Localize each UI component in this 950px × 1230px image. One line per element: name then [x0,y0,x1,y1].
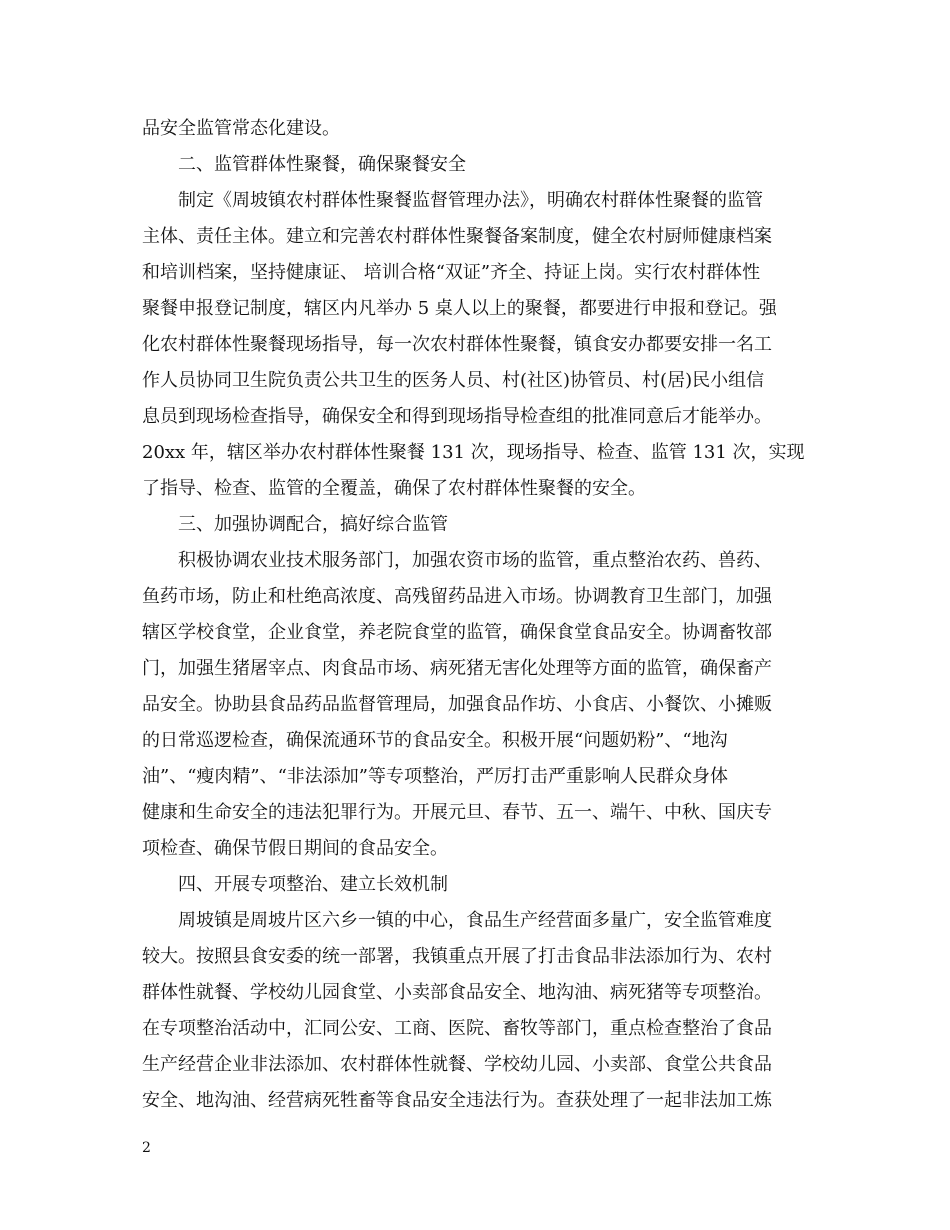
text-line: 制定《周坡镇农村群体性聚餐监督管理办法》，明确农村群体性聚餐的监管 [178,190,763,211]
text-line: 项检查、确保节假日期间的食品安全。 [142,838,448,859]
text-line: 聚餐申报登记制度，辖区内凡举办 5 桌人以上的聚餐，都要进行申报和登记。强 [142,298,777,319]
section-heading: 二、监管群体性聚餐，确保聚餐安全 [178,154,466,175]
text-line: 作人员协同卫生院负责公共卫生的医务人员、村(社区)协管员、村(居)民小组信 [142,370,765,391]
text-line: 品安全监管常态化建设。 [142,118,340,139]
text-line: 油”、“瘦肉精”、“非法添加”等专项整治，严厉打击严重影响人民群众身体 [142,766,729,787]
text-line: 积极协调农业技术服务部门，加强农资市场的监管，重点整治农药、兽药、 [178,550,772,571]
text-line: 品安全。协助县食品药品监督管理局，加强食品作坊、小食店、小餐饮、小摊贩 [142,694,772,715]
text-line: 和培训档案，坚持健康证、 培训合格“双证”齐全、持证上岗。实行农村群体性 [142,262,761,283]
page-number: 2 [142,1140,151,1156]
text-line: 生产经营企业非法添加、农村群体性就餐、学校幼儿园、小卖部、食堂公共食品 [142,1054,772,1075]
text-line: 主体、责任主体。建立和完善农村群体性聚餐备案制度，健全农村厨师健康档案 [142,226,772,247]
text-line: 化农村群体性聚餐现场指导，每一次农村群体性聚餐，镇食安办都要安排一名工 [142,334,772,355]
text-line: 周坡镇是周坡片区六乡一镇的中心，食品生产经营面多量广，安全监管难度 [178,910,772,931]
text-line: 辖区学校食堂，企业食堂，养老院食堂的监管，确保食堂食品安全。协调畜牧部 [142,622,772,643]
text-line: 了指导、检查、监管的全覆盖，确保了农村群体性聚餐的安全。 [142,478,646,499]
text-line: 的日常巡逻检查，确保流通环节的食品安全。积极开展“问题奶粉”、“地沟 [142,730,728,751]
section-heading: 三、加强协调配合，搞好综合监管 [178,514,448,535]
text-line: 安全、地沟油、经营病死牲畜等食品安全违法行为。查获处理了一起非法加工炼 [142,1090,772,1111]
text-line: 门，加强生猪屠宰点、肉食品市场、病死猪无害化处理等方面的监管，确保畜产 [142,658,772,679]
text-line: 群体性就餐、学校幼儿园食堂、小卖部食品安全、地沟油、病死猪等专项整治。 [142,982,772,1003]
text-line: 在专项整治活动中，汇同公安、工商、医院、畜牧等部门，重点检查整治了食品 [142,1018,772,1039]
text-line: 鱼药市场，防止和杜绝高浓度、高残留药品进入市场。协调教育卫生部门，加强 [142,586,772,607]
text-line: 较大。按照县食安委的统一部署，我镇重点开展了打击食品非法添加行为、农村 [142,946,772,967]
text-line: 20xx 年，辖区举办农村群体性聚餐 131 次，现场指导、检查、监管 131 次，实现 [142,442,805,463]
section-heading: 四、开展专项整治、建立长效机制 [178,874,448,895]
text-line: 健康和生命安全的违法犯罪行为。开展元旦、春节、五一、端午、中秋、国庆专 [142,802,772,823]
text-line: 息员到现场检查指导，确保安全和得到现场指导检查组的批准同意后才能举办。 [142,406,772,427]
